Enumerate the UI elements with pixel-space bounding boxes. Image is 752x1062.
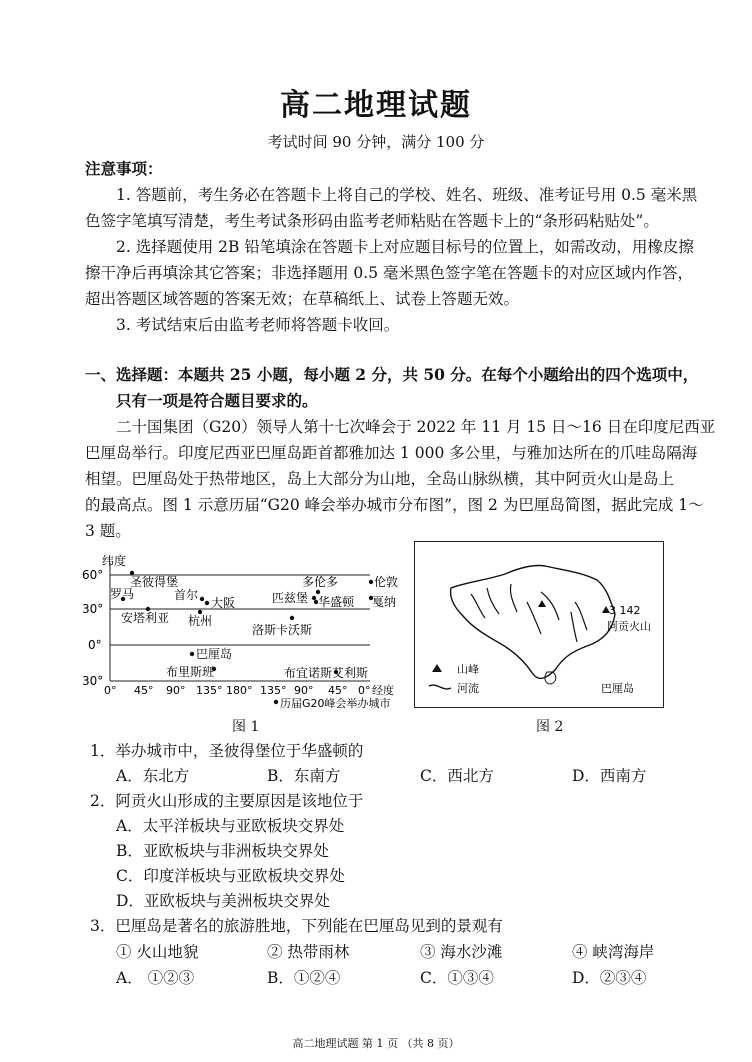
option-c[interactable]: C．西北方 <box>420 767 494 785</box>
city-point <box>205 601 209 605</box>
lat-tick: 30° <box>82 674 104 688</box>
city-point <box>290 616 294 620</box>
city-label: 戛纳 <box>372 595 397 609</box>
passage-line: 相望。巴厘岛处于热带地区，岛上大部分为山地，全岛山脉纵横，其中阿贡火山是岛上 <box>85 470 675 488</box>
city-label: 洛斯卡沃斯 <box>252 623 313 637</box>
city-label: 首尔 <box>174 588 199 602</box>
legend-river-icon <box>429 685 451 689</box>
page-footer: 高二地理试题 第 1 页 （共 8 页） <box>292 1037 460 1050</box>
figure2-map <box>415 542 663 707</box>
option-a[interactable]: A． ①②③ <box>116 969 195 987</box>
passage-line: 的最高点。图 1 示意历届“G20 峰会举办城市分布图”，图 2 为巴厘岛简图，据此完成 1～ <box>85 496 704 514</box>
statement-item: ② 热带雨林 <box>267 943 350 961</box>
option-b[interactable]: B．亚欧板块与非洲板块交界处 <box>116 842 329 860</box>
option-b[interactable]: B．东南方 <box>267 767 341 785</box>
option-b[interactable]: B．①②④ <box>267 969 341 987</box>
city-label: 安塔利亚 <box>121 611 170 625</box>
city-label: 华盛顿 <box>318 595 355 609</box>
legend-peak-label: 山峰 <box>457 663 479 676</box>
option-a[interactable]: A．太平洋板块与亚欧板块交界处 <box>116 817 345 835</box>
exam-info: 考试时间 90 分钟，满分 100 分 <box>267 133 485 151</box>
figure1-caption: 图 1 <box>232 719 260 735</box>
lon-tick: 135° <box>260 684 287 697</box>
option-d[interactable]: D．亚欧板块与美洲板块交界处 <box>116 892 330 910</box>
city-label: 布宜诺斯艾利斯 <box>284 666 369 680</box>
city-point <box>200 597 204 601</box>
city-label: 布里斯班 <box>166 665 215 679</box>
question-stem: 3．巴厘岛是著名的旅游胜地，下列能在巴厘岛见到的景观有 <box>90 917 503 935</box>
lon-tick: 0° <box>104 684 117 697</box>
city-label: 圣彼得堡 <box>130 575 179 589</box>
peak-name: 阿贡火山 <box>607 620 651 633</box>
statement-item: ① 火山地貌 <box>116 943 199 961</box>
city-label: 匹兹堡 <box>272 591 309 605</box>
figure2-caption: 图 2 <box>536 719 564 735</box>
city-point <box>190 652 194 656</box>
passage-line: 二十国集团（G20）领导人第十七次峰会于 2022 年 11 月 15 日～16 日在印度尼西亚 <box>116 418 716 436</box>
notice-line: 超出答题区域答题的答案无效；在草稿纸上、试卷上答题无效。 <box>85 290 520 308</box>
city-label: 大阪 <box>211 596 236 610</box>
island-label: 巴厘岛 <box>601 682 634 695</box>
bali-outline <box>451 565 615 678</box>
section-heading: 一、选择题：本题共 25 小题，每小题 2 分，共 50 分。在每个小题给出的四个选项中， <box>85 365 699 384</box>
peak-elevation: 3 142 <box>609 604 641 617</box>
lon-tick: 0° <box>358 684 371 697</box>
lat-tick: 0° <box>88 638 102 652</box>
city-point <box>316 590 320 594</box>
lon-tick: 135° <box>196 684 223 697</box>
city-label: 巴厘岛 <box>196 647 233 661</box>
passage-line: 3 题。 <box>85 522 131 540</box>
notice-line: 3. 考试结束后由监考老师将答题卡收回。 <box>116 316 400 334</box>
notice-heading: 注意事项： <box>85 159 163 178</box>
lon-axis-title: 经度 <box>372 684 394 697</box>
lon-tick: 90° <box>294 684 314 697</box>
notice-line: 1. 答题前，考生务必在答题卡上将自己的学校、姓名、班级、准考证号用 0.5 毫米黑 <box>116 186 698 204</box>
option-c[interactable]: C．印度洋板块与亚欧板块交界处 <box>116 867 345 885</box>
statement-item: ④ 峡湾海岸 <box>572 943 655 961</box>
legend-river-label: 河流 <box>457 682 479 695</box>
notice-line: 擦干净后再填涂其它答案；非选择题用 0.5 毫米黑色签字笔在答题卡的对应区域内作答， <box>85 264 694 282</box>
lon-tick: 45° <box>328 684 348 697</box>
city-point <box>312 596 316 600</box>
legend-peak-icon <box>432 664 442 672</box>
statement-item: ③ 海水沙滩 <box>420 943 503 961</box>
question-stem: 1．举办城市中，圣彼得堡位于华盛顿的 <box>90 742 364 760</box>
option-a[interactable]: A．东北方 <box>116 767 190 785</box>
city-point <box>369 580 373 584</box>
legend-label: 历届G20峰会举办城市 <box>280 697 391 710</box>
city-label: 多伦多 <box>302 575 339 589</box>
lat-tick: 30° <box>82 602 104 616</box>
figure2-frame <box>414 541 664 708</box>
city-label: 杭州 <box>188 614 213 628</box>
option-d[interactable]: D．②③④ <box>572 969 647 987</box>
lon-tick: 90° <box>166 684 186 697</box>
legend-point <box>274 700 278 704</box>
option-c[interactable]: C．①③④ <box>420 969 494 987</box>
passage-line: 巴厘岛举行。印度尼西亚巴厘岛距首都雅加达 1 000 多公里，与雅加达所在的爪哇岛隔海 <box>85 444 698 462</box>
city-label: 罗马 <box>110 587 135 601</box>
section-heading-cont: 只有一项是符合题目要求的。 <box>116 391 318 410</box>
lat-axis-title: 纬度 <box>102 554 127 568</box>
city-label: 伦敦 <box>374 575 399 589</box>
figure1-map <box>80 548 410 716</box>
question-stem: 2．阿贡火山形成的主要原因是该地位于 <box>90 792 364 810</box>
option-d[interactable]: D．西南方 <box>572 767 647 785</box>
lon-tick: 45° <box>134 684 154 697</box>
lat-tick: 60° <box>82 568 104 582</box>
lon-tick: 180° <box>226 684 253 697</box>
page-title: 高二地理试题 <box>280 88 472 123</box>
notice-line: 2. 选择题使用 2B 铅笔填涂在答题卡上对应题目标号的位置上，如需改动，用橡皮擦 <box>116 238 694 256</box>
notice-line: 色签字笔填写清楚，考生考试条形码由监考老师粘贴在答题卡上的“条形码粘贴处”。 <box>85 212 659 230</box>
